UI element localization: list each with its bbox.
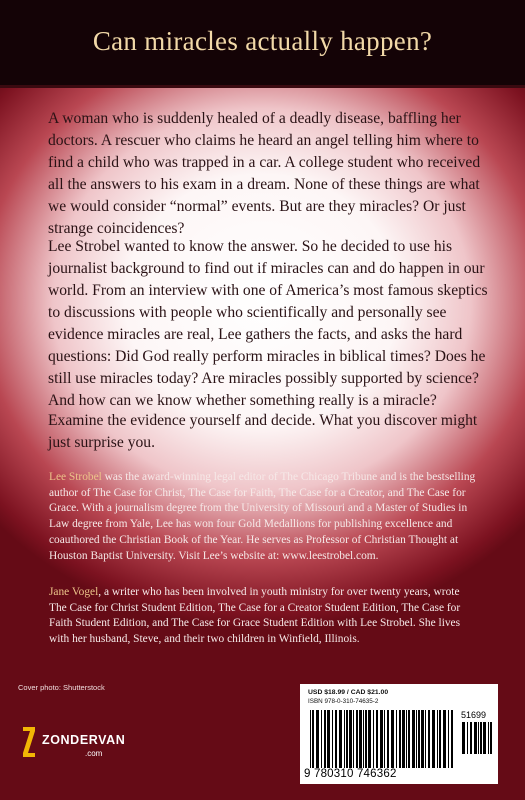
blurb-paragraph-2: Lee Strobel wanted to know the answer. So he decided to use his journalist background to find out if miracles can and do happen in our world. From an interview with one of America’s most famous skeptics to discussions with people who scientifically and personally see evidence miracles are real, Lee gathers the facts, and asks the hard questions: Did God really perform miracles in biblical times? Does he still use miracles today? Are miracles possibly supported by science? And how can we know whether something really is a miracle? [48,238,488,409]
barcode-bar [408,710,410,768]
author-bio-text-strobel: was the award-winning legal editor of The Chicago Tribune and is the bestselling author of The Case for Christ, The Case for Faith, The Case for a Creator, and The Case for Grace. With a journalism degree from the University of Missouri and a Master of Studies in Law degree from Yale, Lee has won four Gold Medallions for publishing excellence and coauthored the Christian Book of the Year. He serves as Professor of Christian Thought at Houston Baptist University. Visit Lee’s website at: www.leestrobel.com. [49,471,476,562]
barcode-bar [373,710,374,768]
price-text: USD $18.99 / CAD $21.00 [308,689,389,696]
author-name-vogel: Jane Vogel [49,586,99,598]
barcode-bar [346,710,348,768]
barcode-bar [368,710,371,768]
barcode-bar [310,710,311,768]
barcode-bar [324,710,326,768]
isbn-text: ISBN 978-0-310-74635-2 [308,698,379,705]
barcode-bar [365,710,367,768]
barcode-bar [425,710,426,768]
blurb-paragraph-3: Examine the evidence yourself and decide. What you discover might just surprise you. [48,412,478,451]
barcode-bar [376,710,378,768]
barcode-bar [391,710,394,768]
publisher-suffix: .com [85,749,103,758]
publisher-name: ZONDERVAN [42,733,126,747]
barcode-bar [443,710,446,768]
barcode-bar [490,722,492,754]
barcode-bar [356,710,358,768]
barcode-bar [474,722,477,754]
barcode-bar [439,710,441,768]
barcode-bar [448,710,449,768]
author-bio-text-vogel: , a writer who has been involved in youth ministry for over twenty years, wrote The Case for Christ Student Edition, The Case for a Creator Student Edition, The Case for Faith Student Edition, and The Case for Grace Student Edition with Lee Strobel. She lives with her husband, Steve, and their two children in Winfield, Illinois. [49,586,461,646]
barcode-bar [321,710,322,768]
barcode-bar [488,722,489,754]
barcode-label [300,684,498,784]
barcode-bar [312,710,314,768]
barcode-bar [363,710,364,768]
barcode-bar [421,710,424,768]
barcode-bar [451,710,453,768]
barcode-bar [467,722,468,754]
barcode-bar [359,710,362,768]
barcode-bar [406,710,407,768]
ean-digits: 9 780310 746362 [304,768,397,780]
publisher-logo [20,725,170,770]
author-bio-strobel [49,470,477,564]
headline: Can miracles actually happen? [92,26,433,56]
barcode-bar [470,722,472,754]
barcode-bar [462,722,465,754]
barcode-bar [327,710,330,768]
barcode-bar [344,710,345,768]
barcode-bar [380,710,383,768]
author-name-strobel: Lee Strobel [49,471,102,483]
barcode-bar [316,710,319,768]
addon-digits: 51699 [461,710,487,720]
barcode-bar [483,722,486,754]
zondervan-mark-icon [20,725,38,759]
barcode-bar [384,710,385,768]
barcode-bar [416,710,417,768]
barcode-bar [339,710,342,768]
barcode-bar [332,710,333,768]
barcode-bar [396,710,397,768]
barcode-bar [478,722,479,754]
cover-photo-credit: Cover photo: Shutterstock [18,683,105,692]
barcode-bar [387,710,389,768]
barcode-bar [399,710,401,768]
barcode-bar [480,722,482,754]
barcode-bar [402,710,405,768]
barcode-bar [335,710,337,768]
ean-barcode [308,710,456,768]
barcode-bar [412,710,415,768]
author-bio-vogel [49,585,477,648]
barcode-bar [437,710,438,768]
barcode-bar [432,710,435,768]
barcode-bar [353,710,354,768]
barcode-bar [428,710,430,768]
blurb-paragraph-1: A woman who is suddenly healed of a deadly disease, baffling her doctors. A rescuer who claims he heard an angel telling him where to find a child who was trapped in a car. A college student who received all the answers to his exam in a dream. None of these things are what we would consider “normal” events. But are they miracles? Or just strange coincidences? [48,110,481,237]
barcode-bar [349,710,352,768]
barcode-bar [418,710,420,768]
